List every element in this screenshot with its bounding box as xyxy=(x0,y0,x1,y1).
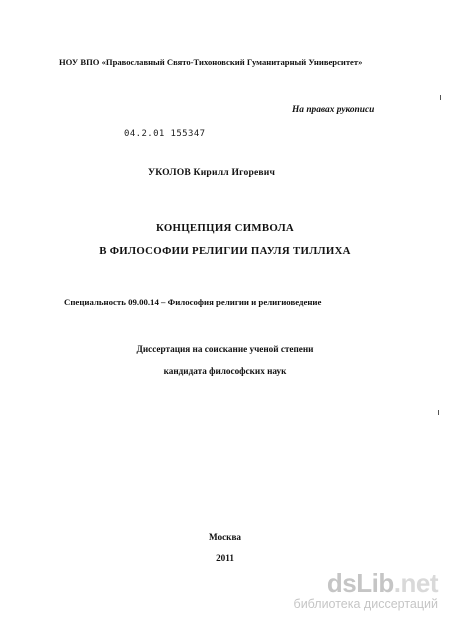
degree-line-2: кандидата философских наук xyxy=(163,366,287,376)
library-stamp-number: 04.2.01 155347 xyxy=(124,129,206,139)
watermark-logo-main: dsLib xyxy=(326,568,394,598)
institution-name: НОУ ВПО «Православный Свято-Тихоновский Гуманитарный Университет» xyxy=(59,57,363,67)
manuscript-note: На правах рукописи xyxy=(292,105,375,115)
degree-line-1: Диссертация на соискание ученой степени xyxy=(136,344,314,354)
scan-mark xyxy=(440,95,441,100)
specialty-line: Специальность 09.00.14 – Философия религии и религиоведение xyxy=(64,297,322,307)
watermark-logo xyxy=(248,569,438,597)
author-name: УКОЛОВ Кирилл Игоревич xyxy=(148,167,276,178)
watermark-subtitle: библиотека диссертаций xyxy=(293,597,438,611)
thesis-title-line-2: В ФИЛОСОФИИ РЕЛИГИИ ПАУЛЯ ТИЛЛИХА xyxy=(99,245,351,257)
scan-mark xyxy=(438,410,439,415)
dslib-watermark xyxy=(248,569,438,611)
watermark-logo-suffix: .net xyxy=(393,568,438,598)
city: Москва xyxy=(208,532,242,542)
thesis-title-line-1: КОНЦЕПЦИЯ СИМВОЛА xyxy=(155,222,295,234)
year: 2011 xyxy=(216,553,234,563)
